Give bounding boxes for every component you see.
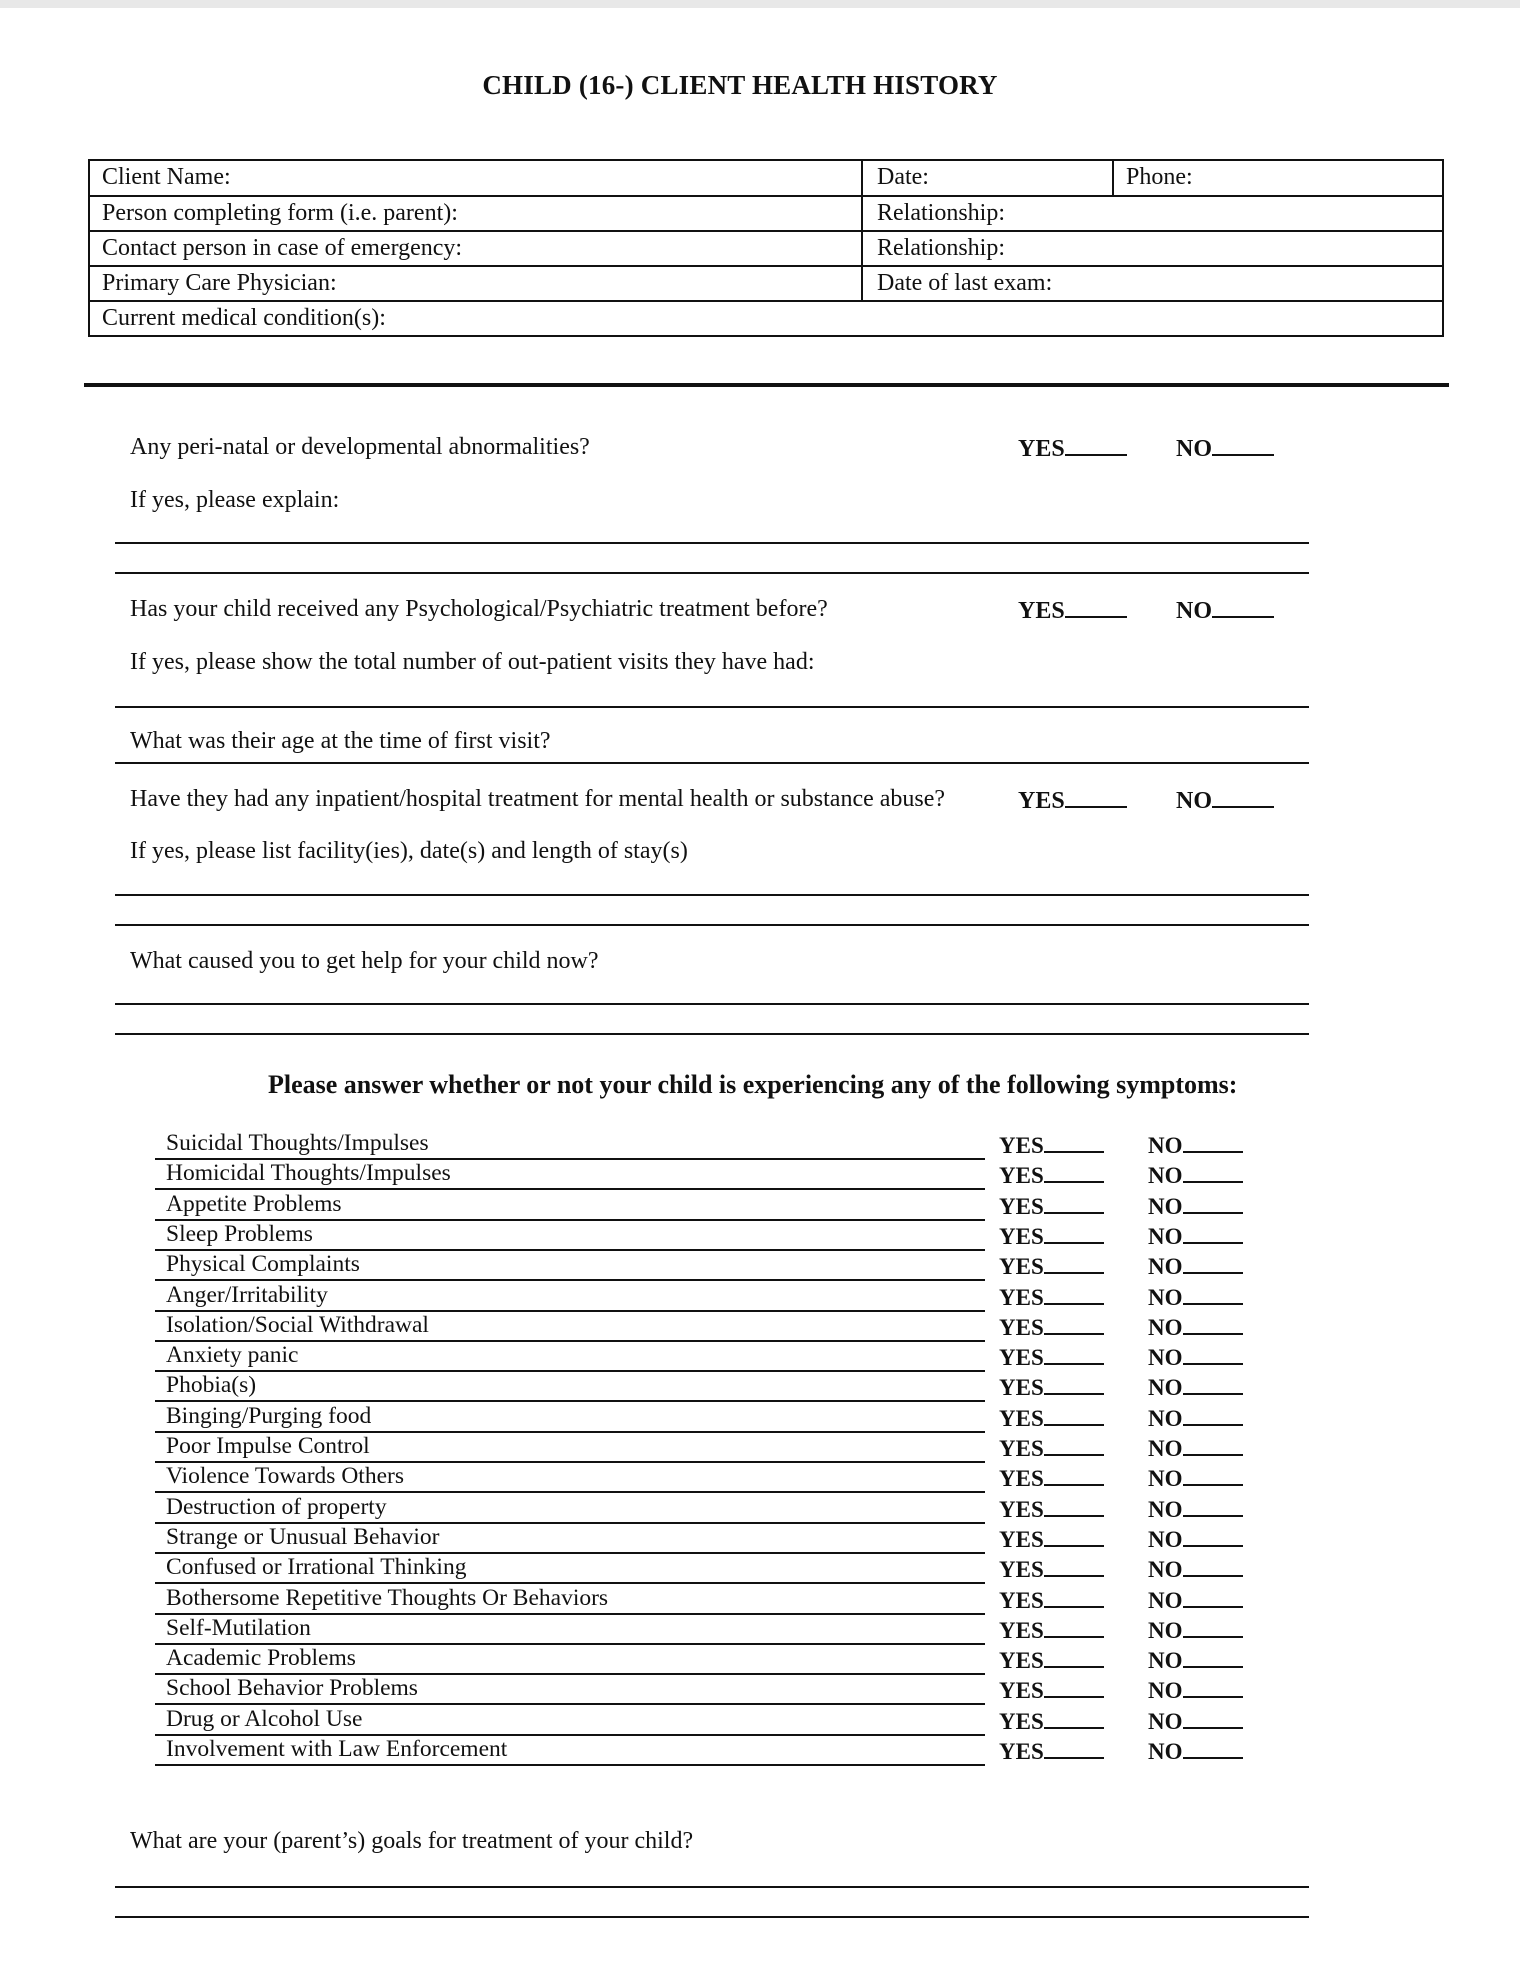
symptom-row <box>155 1160 985 1190</box>
last-exam-field[interactable]: Date of last exam: <box>877 270 1053 296</box>
symptom-yes[interactable]: YES <box>999 1404 1104 1433</box>
info-row-conditions <box>90 300 1442 335</box>
symptom-no[interactable]: NO <box>1148 1373 1243 1402</box>
symptom-row <box>155 1675 985 1705</box>
symptom-row <box>155 1312 985 1342</box>
symptom-label: Involvement with Law Enforcement <box>166 1736 508 1762</box>
symptom-label: Strange or Unusual Behavior <box>166 1524 440 1550</box>
symptom-label: Confused or Irrational Thinking <box>166 1554 467 1580</box>
symptom-row <box>155 1221 985 1251</box>
symptom-yes[interactable]: YES <box>999 1525 1104 1554</box>
symptom-label: Binging/Purging food <box>166 1403 372 1429</box>
symptoms-heading: Please answer whether or not your child is experiencing any of the following symptoms: <box>268 1070 1238 1099</box>
symptom-no[interactable]: NO <box>1148 1161 1243 1190</box>
symptom-yes[interactable]: YES <box>999 1131 1104 1160</box>
symptom-row <box>155 1524 985 1554</box>
client-info-table <box>88 159 1444 337</box>
symptom-label: Suicidal Thoughts/Impulses <box>166 1130 429 1156</box>
person-completing-field[interactable]: Person completing form (i.e. parent): <box>102 200 458 226</box>
symptom-row <box>155 1463 985 1493</box>
form-title: CHILD (16-) CLIENT HEALTH HISTORY <box>482 70 998 100</box>
symptom-label: Academic Problems <box>166 1645 356 1671</box>
symptom-no[interactable]: NO <box>1148 1343 1243 1372</box>
answer-line[interactable] <box>115 924 1309 926</box>
emergency-contact-field[interactable]: Contact person in case of emergency: <box>102 235 463 261</box>
inpatient-no[interactable]: NO <box>1176 786 1274 815</box>
answer-line[interactable] <box>115 706 1309 708</box>
answer-line[interactable] <box>115 542 1309 544</box>
symptom-yes[interactable]: YES <box>999 1707 1104 1736</box>
symptom-row <box>155 1372 985 1402</box>
perinatal-no[interactable]: NO <box>1176 434 1274 463</box>
symptom-yes[interactable]: YES <box>999 1555 1104 1584</box>
symptom-no[interactable]: NO <box>1148 1222 1243 1251</box>
symptom-no[interactable]: NO <box>1148 1586 1243 1615</box>
table-divider <box>1112 161 1114 195</box>
symptom-no[interactable]: NO <box>1148 1737 1243 1766</box>
symptom-no[interactable]: NO <box>1148 1525 1243 1554</box>
symptom-no[interactable]: NO <box>1148 1404 1243 1433</box>
symptom-row <box>155 1342 985 1372</box>
cause-question: What caused you to get help for your child now? <box>130 948 599 974</box>
symptom-yes[interactable]: YES <box>999 1586 1104 1615</box>
facilities-question: If yes, please list facility(ies), date(s) and length of stay(s) <box>130 838 688 864</box>
info-row-person <box>90 195 1442 230</box>
symptom-label: Violence Towards Others <box>166 1463 404 1489</box>
symptom-label: Phobia(s) <box>166 1372 257 1398</box>
symptom-label: Destruction of property <box>166 1494 387 1520</box>
symptom-label: Poor Impulse Control <box>166 1433 370 1459</box>
symptom-row <box>155 1554 985 1584</box>
symptom-yes[interactable]: YES <box>999 1313 1104 1342</box>
physician-field[interactable]: Primary Care Physician: <box>102 270 337 296</box>
answer-line[interactable] <box>115 1003 1309 1005</box>
perinatal-yes[interactable]: YES <box>1018 434 1127 463</box>
symptom-no[interactable]: NO <box>1148 1283 1243 1312</box>
answer-line[interactable] <box>115 1033 1309 1035</box>
symptom-no[interactable]: NO <box>1148 1676 1243 1705</box>
symptom-yes[interactable]: YES <box>999 1222 1104 1251</box>
inpatient-question: Have they had any inpatient/hospital treatment for mental health or substance abuse? <box>130 786 946 812</box>
symptom-label: Drug or Alcohol Use <box>166 1706 363 1732</box>
symptom-yes[interactable]: YES <box>999 1676 1104 1705</box>
date-field[interactable]: Date: <box>877 164 929 190</box>
info-row-contact <box>90 230 1442 265</box>
answer-line[interactable] <box>115 762 1309 764</box>
symptom-no[interactable]: NO <box>1148 1313 1243 1342</box>
perinatal-explain-label: If yes, please explain: <box>130 487 340 513</box>
symptom-no[interactable]: NO <box>1148 1495 1243 1524</box>
symptom-row <box>155 1736 985 1766</box>
symptom-row <box>155 1585 985 1615</box>
answer-line[interactable] <box>115 572 1309 574</box>
symptom-label: Anger/Irritability <box>166 1282 328 1308</box>
phone-field[interactable]: Phone: <box>1126 164 1193 190</box>
symptom-label: Homicidal Thoughts/Impulses <box>166 1160 451 1186</box>
treatment-no[interactable]: NO <box>1176 596 1274 625</box>
symptom-yes[interactable]: YES <box>999 1646 1104 1675</box>
symptom-row <box>155 1494 985 1524</box>
symptom-label: Isolation/Social Withdrawal <box>166 1312 429 1338</box>
symptom-row <box>155 1251 985 1281</box>
goals-question: What are your (parent’s) goals for treatment of your child? <box>130 1828 694 1854</box>
symptom-yes[interactable]: YES <box>999 1616 1104 1645</box>
symptom-yes[interactable]: YES <box>999 1343 1104 1372</box>
symptom-row <box>155 1433 985 1463</box>
symptom-yes[interactable]: YES <box>999 1464 1104 1493</box>
symptom-row <box>155 1615 985 1645</box>
symptom-no[interactable]: NO <box>1148 1707 1243 1736</box>
section-divider <box>84 383 1449 387</box>
answer-line[interactable] <box>115 1916 1309 1918</box>
table-divider <box>861 161 863 301</box>
symptom-no[interactable]: NO <box>1148 1252 1243 1281</box>
visits-question: If yes, please show the total number of out-patient visits they have had: <box>130 649 815 675</box>
symptom-no[interactable]: NO <box>1148 1555 1243 1584</box>
symptom-yes[interactable]: YES <box>999 1283 1104 1312</box>
symptom-label: Anxiety panic <box>166 1342 299 1368</box>
symptom-yes[interactable]: YES <box>999 1192 1104 1221</box>
symptom-yes[interactable]: YES <box>999 1737 1104 1766</box>
symptom-yes[interactable]: YES <box>999 1252 1104 1281</box>
relationship-field[interactable]: Relationship: <box>877 200 1005 226</box>
emergency-relationship-field[interactable]: Relationship: <box>877 235 1005 261</box>
symptom-label: Appetite Problems <box>166 1191 342 1217</box>
symptom-yes[interactable]: YES <box>999 1373 1104 1402</box>
symptom-label: Bothersome Repetitive Thoughts Or Behaviors <box>166 1585 609 1611</box>
symptom-row <box>155 1645 985 1675</box>
symptom-row <box>155 1130 985 1160</box>
symptom-row <box>155 1282 985 1312</box>
symptom-label: School Behavior Problems <box>166 1675 418 1701</box>
age-first-visit-question: What was their age at the time of first visit? <box>130 728 551 754</box>
symptom-label: Physical Complaints <box>166 1251 360 1277</box>
inpatient-yes[interactable]: YES <box>1018 786 1127 815</box>
treatment-question: Has your child received any Psychological/Psychiatric treatment before? <box>130 596 828 622</box>
symptom-no[interactable]: NO <box>1148 1434 1243 1463</box>
info-row-physician <box>90 265 1442 300</box>
symptom-no[interactable]: NO <box>1148 1464 1243 1493</box>
symptom-row <box>155 1403 985 1433</box>
client-name-field[interactable]: Client Name: <box>102 164 231 190</box>
symptom-no[interactable]: NO <box>1148 1616 1243 1645</box>
symptom-yes[interactable]: YES <box>999 1161 1104 1190</box>
answer-line[interactable] <box>115 894 1309 896</box>
symptom-yes[interactable]: YES <box>999 1495 1104 1524</box>
perinatal-question: Any peri-natal or developmental abnormalities? <box>130 434 590 460</box>
symptom-yes[interactable]: YES <box>999 1434 1104 1463</box>
info-row-client <box>90 161 1442 195</box>
symptom-label: Sleep Problems <box>166 1221 313 1247</box>
symptom-label: Self-Mutilation <box>166 1615 311 1641</box>
treatment-yes[interactable]: YES <box>1018 596 1127 625</box>
symptom-no[interactable]: NO <box>1148 1646 1243 1675</box>
medical-conditions-field[interactable]: Current medical condition(s): <box>102 305 386 331</box>
symptom-row <box>155 1706 985 1736</box>
symptom-no[interactable]: NO <box>1148 1131 1243 1160</box>
answer-line[interactable] <box>115 1886 1309 1888</box>
symptom-row <box>155 1191 985 1221</box>
symptom-no[interactable]: NO <box>1148 1192 1243 1221</box>
top-band <box>0 0 1520 8</box>
